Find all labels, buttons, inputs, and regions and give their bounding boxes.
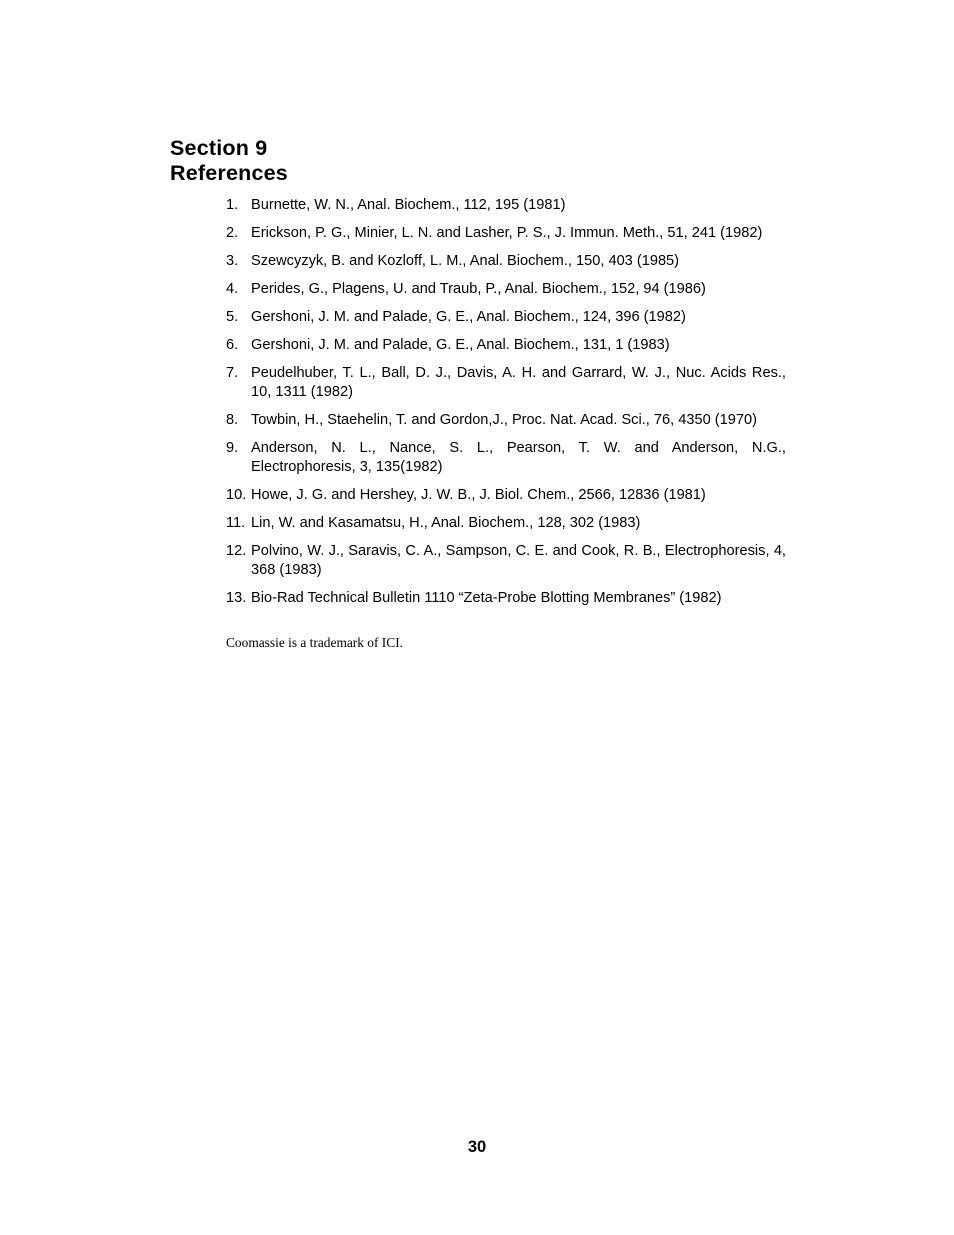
reference-item bbox=[226, 280, 786, 299]
reference-item bbox=[226, 514, 786, 533]
reference-text: Bio-Rad Technical Bulletin 1110 “Zeta-Probe Blotting Membranes” (1982) bbox=[251, 590, 722, 606]
reference-text: Gershoni, J. M. and Palade, G. E., Anal. Biochem., 124, 396 (1982) bbox=[251, 309, 686, 325]
reference-number: 7. bbox=[226, 365, 239, 381]
reference-item bbox=[226, 486, 786, 505]
reference-list bbox=[226, 196, 786, 617]
reference-number: 12. bbox=[226, 543, 247, 559]
reference-item bbox=[226, 308, 786, 327]
section-number-label: Section 9 bbox=[170, 136, 268, 160]
reference-item bbox=[226, 196, 786, 215]
reference-text: Gershoni, J. M. and Palade, G. E., Anal. Biochem., 131, 1 (1983) bbox=[251, 337, 670, 353]
reference-text: Towbin, H., Staehelin, T. and Gordon,J., Proc. Nat. Acad. Sci., 76, 4350 (1970) bbox=[251, 412, 757, 428]
reference-number: 5. bbox=[226, 309, 239, 325]
reference-number: 6. bbox=[226, 337, 239, 353]
reference-text: Perides, G., Plagens, U. and Traub, P., Anal. Biochem., 152, 94 (1986) bbox=[251, 281, 706, 297]
reference-text: Peudelhuber, T. L., Ball, D. J., Davis, A. H. and Garrard, W. J., Nuc. Acids Res., 10, 1311 (1982) bbox=[251, 365, 786, 400]
reference-number: 2. bbox=[226, 225, 239, 241]
reference-item bbox=[226, 336, 786, 355]
reference-number: 10. bbox=[226, 487, 247, 503]
reference-number: 4. bbox=[226, 281, 239, 297]
reference-text: Lin, W. and Kasamatsu, H., Anal. Biochem., 128, 302 (1983) bbox=[251, 515, 641, 531]
reference-number: 1. bbox=[226, 197, 239, 213]
section-title: References bbox=[170, 161, 288, 185]
reference-item bbox=[226, 542, 786, 580]
reference-item bbox=[226, 589, 786, 608]
reference-item bbox=[226, 364, 786, 402]
reference-number: 11. bbox=[226, 515, 246, 531]
reference-item bbox=[226, 411, 786, 430]
trademark-footnote: Coomassie is a trademark of ICI. bbox=[226, 635, 404, 650]
reference-number: 13. bbox=[226, 590, 247, 606]
reference-number: 3. bbox=[226, 253, 239, 269]
reference-text: Burnette, W. N., Anal. Biochem., 112, 195 (1981) bbox=[251, 197, 566, 213]
reference-number: 9. bbox=[226, 440, 239, 456]
reference-text: Polvino, W. J., Saravis, C. A., Sampson, C. E. and Cook, R. B., Electrophoresis, 4, 368 (1983) bbox=[251, 543, 786, 578]
reference-item bbox=[226, 224, 786, 243]
reference-text: Erickson, P. G., Minier, L. N. and Lasher, P. S., J. Immun. Meth., 51, 241 (1982) bbox=[251, 225, 763, 241]
reference-text: Anderson, N. L., Nance, S. L., Pearson, T. W. and Anderson, N.G., Electrophoresis, 3, 135(1982) bbox=[251, 440, 786, 475]
section-heading bbox=[170, 136, 288, 186]
reference-item bbox=[226, 252, 786, 271]
reference-number: 8. bbox=[226, 412, 239, 428]
page-number: 30 bbox=[467, 1138, 487, 1156]
reference-text: Szewcyzyk, B. and Kozloff, L. M., Anal. Biochem., 150, 403 (1985) bbox=[251, 253, 680, 269]
reference-text: Howe, J. G. and Hershey, J. W. B., J. Biol. Chem., 2566, 12836 (1981) bbox=[251, 487, 706, 503]
reference-item bbox=[226, 439, 786, 477]
